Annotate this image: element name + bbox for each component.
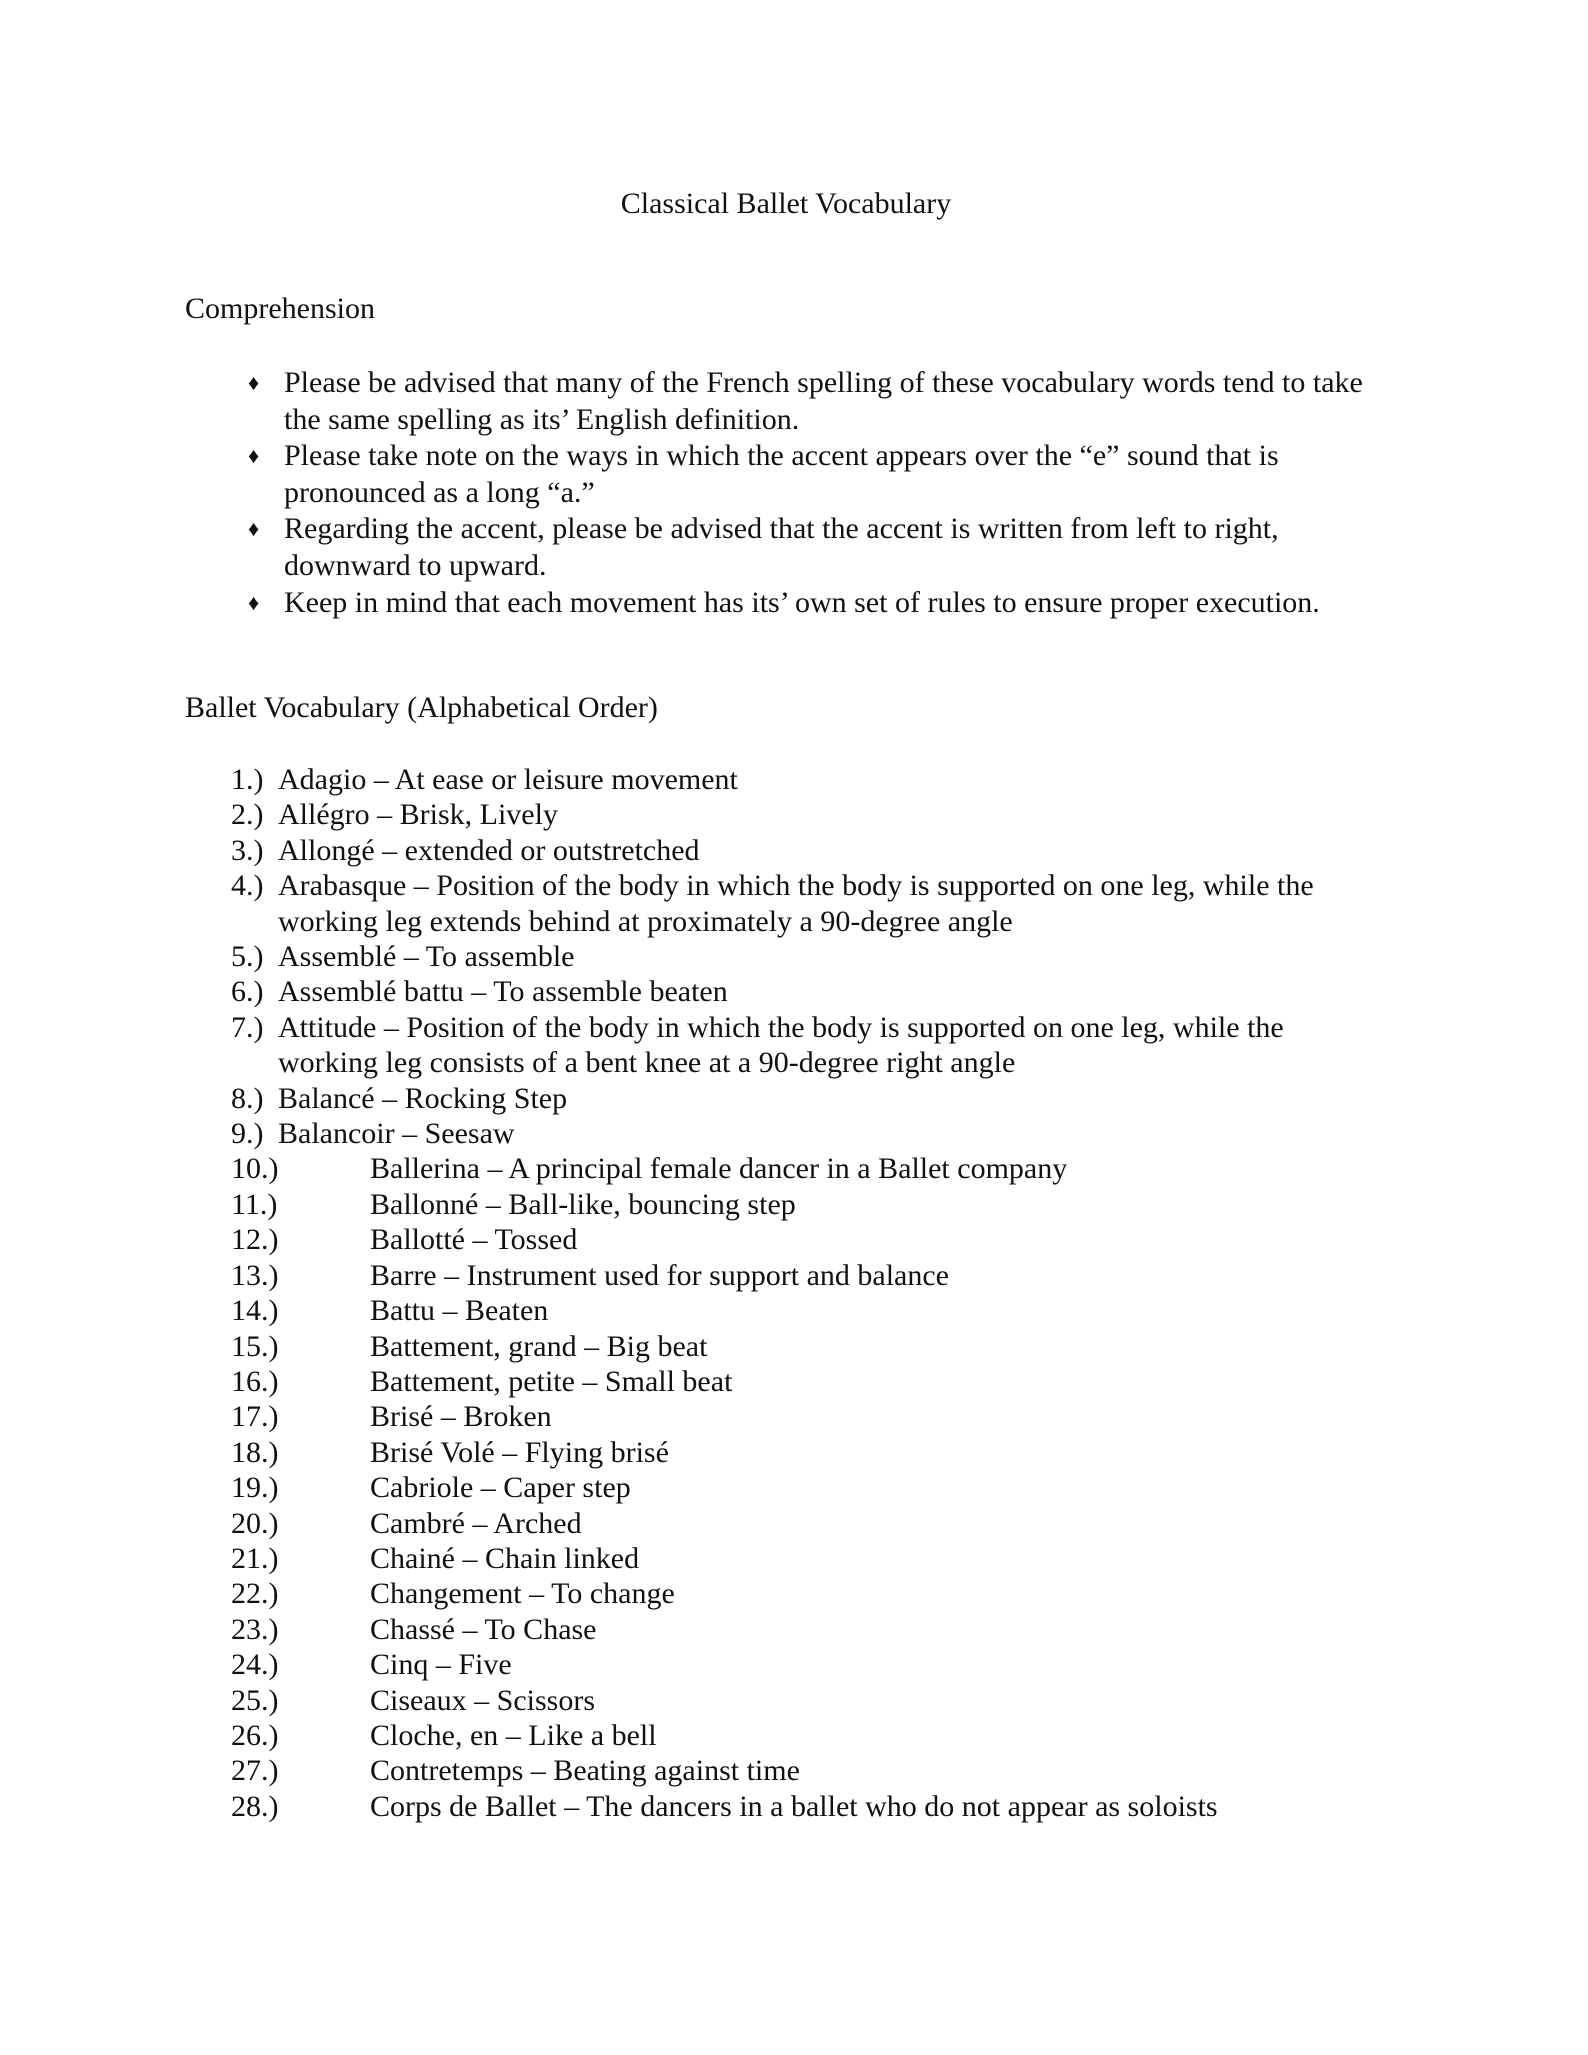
vocabulary-item <box>231 1222 1381 1257</box>
item-number: 22.) <box>231 1577 279 1611</box>
item-number: 12.) <box>231 1223 279 1257</box>
diamond-bullet-icon: ♦ <box>248 516 260 542</box>
item-text: Ciseaux – Scissors <box>370 1683 595 1717</box>
item-number: 19.) <box>231 1471 279 1505</box>
item-number: 24.) <box>231 1648 279 1682</box>
item-text: Cambré – Arched <box>370 1506 582 1540</box>
diamond-bullet-icon: ♦ <box>248 589 260 615</box>
vocabulary-item <box>231 1541 1381 1576</box>
vocabulary-item <box>231 833 1381 868</box>
vocabulary-item <box>231 1116 1381 1151</box>
item-number: 14.) <box>231 1294 279 1328</box>
item-text: Assemblé battu – To assemble beaten <box>278 975 728 1009</box>
item-number: 28.) <box>231 1789 279 1823</box>
item-text: Ballerina – A principal female dancer in a Ballet company <box>370 1152 1068 1186</box>
item-number: 11.) <box>231 1187 278 1221</box>
item-number: 7.) <box>231 1010 264 1044</box>
item-text: Brisé – Broken <box>370 1400 552 1434</box>
vocabulary-item <box>231 1258 1381 1293</box>
item-number: 2.) <box>231 798 264 832</box>
vocabulary-item <box>231 1506 1381 1541</box>
vocabulary-item <box>231 1187 1381 1222</box>
item-text: Arabasque – Position of the body in which the body is supported on one leg, while the working leg extends behind at proximately a 90-degree angle <box>278 869 1314 938</box>
vocabulary-item <box>231 1576 1381 1611</box>
item-text: Ballotté – Tossed <box>370 1223 578 1257</box>
item-text: Battement, grand – Big beat <box>370 1329 708 1363</box>
comprehension-heading: Comprehension <box>185 292 375 325</box>
bullet-text: Please take note on the ways in which the accent appears over the “e” sound that is pronounced as a long “a.” <box>284 439 1279 509</box>
item-text: Battement, petite – Small beat <box>370 1364 733 1398</box>
item-number: 25.) <box>231 1683 279 1717</box>
item-text: Adagio – At ease or leisure movement <box>278 763 738 796</box>
vocabulary-item <box>231 939 1381 974</box>
item-number: 17.) <box>231 1400 279 1434</box>
vocabulary-item <box>231 797 1381 832</box>
item-text: Attitude – Position of the body in which the body is supported on one leg, while the working leg consists of a bent knee at a 90-degree right angle <box>278 1010 1284 1080</box>
comprehension-list <box>250 365 1384 621</box>
bullet-text: Keep in mind that each movement has its’ own set of rules to ensure proper execution. <box>284 585 1320 619</box>
item-text: Chassé – To Chase <box>370 1612 597 1646</box>
vocabulary-item <box>231 1470 1381 1505</box>
vocabulary-item <box>231 1435 1381 1470</box>
diamond-bullet-icon: ♦ <box>248 443 260 469</box>
item-number: 9.) <box>231 1117 264 1151</box>
document-title: Classical Ballet Vocabulary <box>620 187 952 220</box>
item-text: Chainé – Chain linked <box>370 1541 640 1575</box>
bullet-item <box>250 438 1384 511</box>
item-text: Contretemps – Beating against time <box>370 1754 800 1788</box>
item-text: Cabriole – Caper step <box>370 1471 631 1505</box>
vocabulary-item <box>231 1683 1381 1718</box>
item-text: Corps de Ballet – The dancers in a ballet who do not appear as soloists <box>370 1789 1218 1823</box>
item-text: Allongé – extended or outstretched <box>278 833 700 867</box>
vocabulary-item <box>231 1718 1381 1753</box>
item-number: 20.) <box>231 1506 279 1540</box>
bullet-item <box>250 511 1384 584</box>
vocabulary-item <box>231 1612 1381 1647</box>
item-number: 21.) <box>231 1541 279 1575</box>
item-number: 1.) <box>231 763 264 796</box>
diamond-bullet-icon: ♦ <box>248 370 260 395</box>
item-number: 13.) <box>231 1258 279 1292</box>
vocabulary-item <box>231 1151 1381 1186</box>
item-text: Barre – Instrument used for support and balance <box>370 1258 949 1292</box>
vocabulary-item <box>231 1399 1381 1434</box>
bullet-text: Regarding the accent, please be advised that the accent is written from left to right, downward to upward. <box>284 512 1279 582</box>
item-number: 3.) <box>231 833 264 867</box>
item-text: Balancé – Rocking Step <box>278 1081 568 1115</box>
vocabulary-list <box>231 762 1381 1824</box>
item-text: Cloche, en – Like a bell <box>370 1718 657 1752</box>
bullet-text: Please be advised that many of the French spelling of these vocabulary words tend to take the same spelling as its’ English definition. <box>284 366 1363 436</box>
vocabulary-heading: Ballet Vocabulary (Alphabetical Order) <box>185 691 658 724</box>
item-number: 16.) <box>231 1364 279 1398</box>
item-number: 23.) <box>231 1612 279 1646</box>
item-number: 26.) <box>231 1718 279 1752</box>
vocabulary-item <box>231 1753 1381 1788</box>
vocabulary-item <box>231 868 1381 939</box>
bullet-item <box>250 585 1384 622</box>
vocabulary-item <box>231 974 1381 1009</box>
vocabulary-item <box>231 1329 1381 1364</box>
vocabulary-item <box>231 1789 1381 1824</box>
item-number: 5.) <box>231 940 264 974</box>
item-text: Balancoir – Seesaw <box>278 1117 515 1151</box>
vocabulary-item <box>231 1293 1381 1328</box>
item-number: 27.) <box>231 1754 279 1788</box>
item-text: Allégro – Brisk, Lively <box>278 798 558 832</box>
item-number: 4.) <box>231 869 264 903</box>
vocabulary-item <box>231 1364 1381 1399</box>
vocabulary-item <box>231 1010 1381 1081</box>
item-number: 10.) <box>231 1152 279 1186</box>
item-number: 8.) <box>231 1081 264 1115</box>
vocabulary-item <box>231 1647 1381 1682</box>
item-text: Cinq – Five <box>370 1648 512 1682</box>
item-text: Changement – To change <box>370 1577 675 1611</box>
vocabulary-item <box>231 1081 1381 1116</box>
item-text: Battu – Beaten <box>370 1294 549 1328</box>
item-number: 15.) <box>231 1329 279 1363</box>
item-text: Brisé Volé – Flying brisé <box>370 1435 669 1469</box>
item-number: 18.) <box>231 1435 279 1469</box>
bullet-item <box>250 365 1384 438</box>
item-text: Ballonné – Ball-like, bouncing step <box>370 1187 796 1221</box>
vocabulary-item <box>231 762 1381 797</box>
item-number: 6.) <box>231 975 264 1009</box>
item-text: Assemblé – To assemble <box>278 940 575 974</box>
